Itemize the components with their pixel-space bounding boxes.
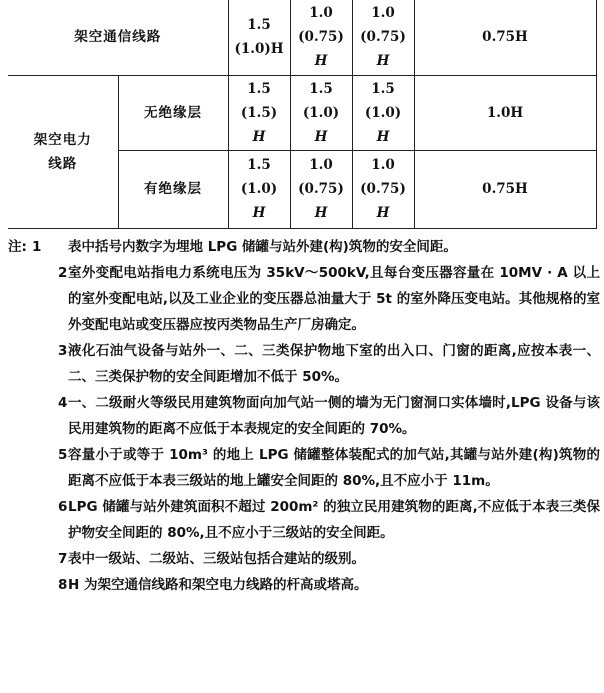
- note-text: 一、二级耐火等级民用建筑物面向加气站一侧的墙为无门窗洞口实体墙时,LPG 设备与该民用建筑物的距离不应低于本表规定的安全间距的 70%。: [68, 395, 600, 437]
- note-item: [8, 234, 600, 260]
- note-number: 3: [58, 343, 68, 359]
- group-label-power-line: 架空电力 线路: [8, 75, 118, 228]
- sub-label-uninsulated: 无绝缘层: [118, 75, 228, 150]
- cell-r1-c2: 1.0 (0.75) H: [290, 0, 352, 75]
- note-item: [8, 494, 600, 546]
- row-label-communication: 架空通信线路: [8, 0, 228, 75]
- note-number: 4: [58, 395, 68, 411]
- note-text: 液化石油气设备与站外一、二、三类保护物地下室的出入口、门窗的距离,应按本表一、二、三类保护物的安全间距增加不低于 50%。: [68, 343, 600, 385]
- cell-r1-last: 0.75H: [414, 0, 596, 75]
- cell-r2-c2: 1.5 (1.0) H: [290, 75, 352, 150]
- table-row-communication: [8, 0, 596, 75]
- note-item: [8, 546, 600, 572]
- note-number: 5: [58, 447, 68, 463]
- note-number: 6: [58, 499, 68, 515]
- note-number: 8: [58, 577, 68, 593]
- note-number: 7: [58, 551, 68, 567]
- sub-label-insulated: 有绝缘层: [118, 150, 228, 228]
- cell-r1-c1: 1.5 (1.0)H: [228, 0, 290, 75]
- note-text: H 为架空通信线路和架空电力线路的杆高或塔高。: [68, 577, 368, 593]
- note-item: [8, 442, 600, 494]
- note-text: 表中一级站、二级站、三级站包括合建站的级别。: [68, 551, 365, 567]
- note-number: 1: [32, 239, 42, 255]
- safety-distance-table: [8, 0, 597, 229]
- cell-r3-c1: 1.5 (1.0) H: [228, 150, 290, 228]
- table-notes: [8, 234, 600, 598]
- note-text: LPG 储罐与站外建筑面积不超过 200m² 的独立民用建筑物的距离,不应低于本表三类保护物安全间距的 80%,且不应小于三级站的安全间距。: [68, 499, 600, 541]
- note-text: 室外变配电站指电力系统电压为 35kV～500kV,且每台变压器容量在 10MV · A 以上的室外变配电站,以及工业企业的变压器总油量大于 5t 的室外降压变电站。其他规格的室外变配电站或变压器应按丙类物品生产厂房确定。: [68, 265, 600, 333]
- cell-r2-c1: 1.5 (1.5) H: [228, 75, 290, 150]
- note-item: [8, 572, 600, 598]
- cell-r2-last: 1.0H: [414, 75, 596, 150]
- cell-r1-c3: 1.0 (0.75) H: [352, 0, 414, 75]
- note-item: [8, 338, 600, 390]
- note-item: [8, 390, 600, 442]
- note-item: [8, 260, 600, 338]
- note-number: 2: [58, 265, 68, 281]
- cell-r3-c3: 1.0 (0.75) H: [352, 150, 414, 228]
- note-text: 容量小于或等于 10m³ 的地上 LPG 储罐整体装配式的加气站,其罐与站外建(构)筑物的距离不应低于本表三级站的地上罐安全间距的 80%,且不应小于 11m。: [68, 447, 600, 489]
- note-text: 表中括号内数字为埋地 LPG 储罐与站外建(构)筑物的安全间距。: [68, 239, 457, 255]
- cell-r3-last: 0.75H: [414, 150, 596, 228]
- cell-r3-c2: 1.0 (0.75) H: [290, 150, 352, 228]
- notes-lead: 注:: [8, 239, 27, 255]
- cell-r2-c3: 1.5 (1.0) H: [352, 75, 414, 150]
- table-row-power-uninsulated: [8, 75, 596, 150]
